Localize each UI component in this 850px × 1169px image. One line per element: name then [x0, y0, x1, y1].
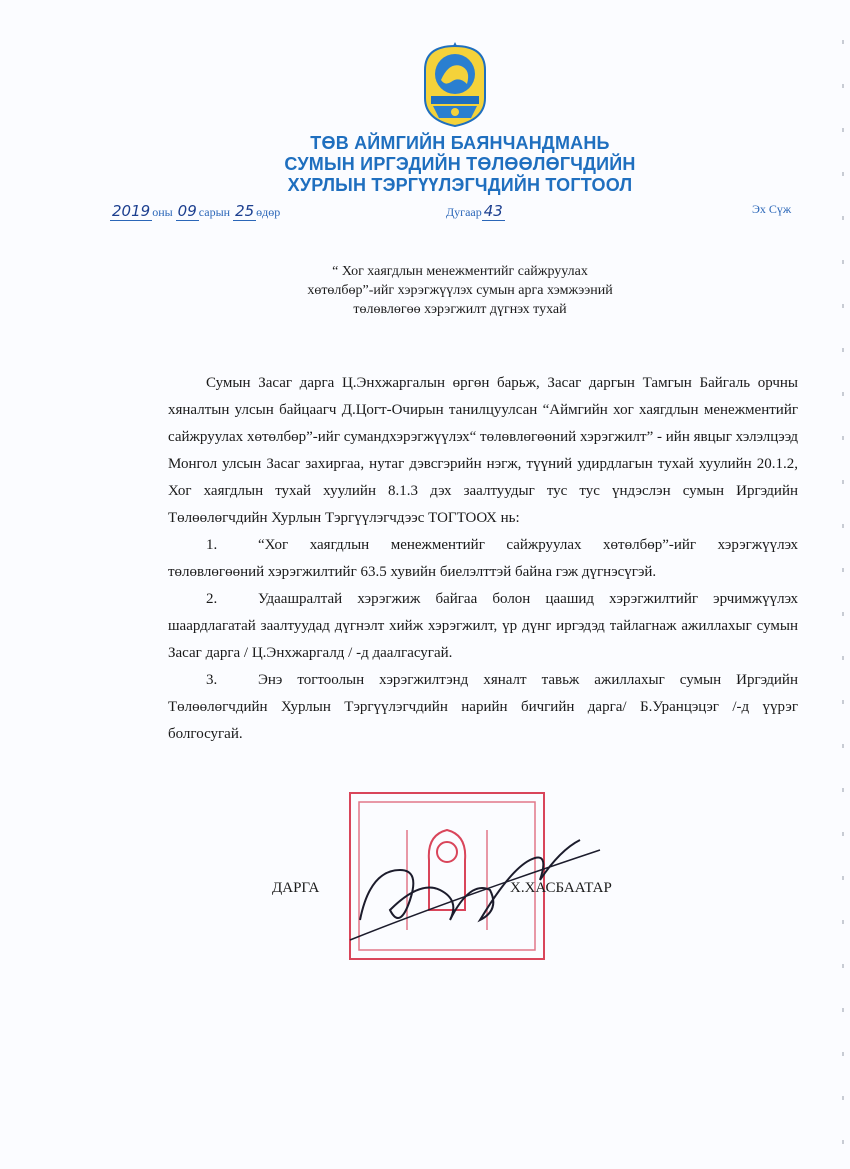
document-subject [270, 262, 650, 319]
subject-line-2: хөтөлбөр”-ийг хэрэгжүүлэх сумын арга хэмжээний [307, 283, 613, 298]
item-number: 2. [206, 591, 218, 607]
subject-line-1: “ Хог хаягдлын менежментийг сайжруулах [332, 264, 588, 279]
item-text: Энэ тогтоолын хэрэгжилтэнд хяналт тавьж ажиллахыг сумын Иргэдийн Төлөөлөгчдийн Хурлын Тэргүүлэгчдийн нарийн бичгийн дарга/ Б.Уранцэцэг /-д үүрэг болгосугай. [168, 672, 798, 742]
year-suffix: оны [152, 205, 173, 219]
day-suffix: өдөр [256, 205, 281, 219]
intro-paragraph: Сумын Засаг дарга Ц.Энхжаргалын өргөн барьж, Засаг даргын Тамгын Байгаль орчны хяналтын улсын байцаагч Д.Цогт-Очирын танилцуулсан “Аймгийн хог хаягдлын менежментийг сайжруулах хөтөлбөр”-ийг сумандхэрэгжүүлэх“ төлөвлөгөөний хэрэгжилт” - ийн явцыг хэлэлцээд Монгол улсын Засаг захиргаа, нутаг дэвсгэрийн нэгж, түүний удирдлагын тухай хуулийн 20.1.2, Хог хаягдлын тухай хуулийн 8.1.3 дэх заалтуудыг тус тус үндэслэн сумын Иргэдийн Төлөөлөгчдийн Хурлын Тэргүүлэгчдээс ТОГТООХ нь: [168, 375, 798, 526]
state-emblem-icon [415, 40, 495, 128]
date-field [110, 202, 280, 220]
item-text: Удаашралтай хэрэгжиж байгаа болон цаашид хэрэгжилтийг эрчимжүүлэх шаардлагатай заалтуудад дүгнэлт хийж хэрэгжилт, үр дүнг иргэдэд тайлагнаж ажиллахыг сумын Засаг дарга / Ц.Энхжаргалд / -д даалгасугай. [168, 591, 798, 661]
signatory-name: Х.ХАСБААТАР [510, 880, 612, 896]
document-body [168, 370, 798, 748]
list-item [168, 586, 798, 667]
subject-line-3: төлөвлөгөө хэрэгжилт дүгнэх тухай [353, 302, 567, 317]
document-heading [260, 133, 660, 196]
day-value: 25 [235, 202, 255, 220]
number-field [446, 202, 505, 220]
item-number: 1. [206, 537, 218, 553]
scan-margin-marks [842, 0, 844, 1169]
place-label: Эх Сүж [752, 202, 792, 216]
list-item [168, 532, 798, 586]
month-value: 09 [177, 202, 197, 220]
signatory-title: ДАРГА [272, 880, 320, 896]
heading-line-3: ХУРЛЫН ТЭРГҮҮЛЭГЧДИЙН ТОГТООЛ [287, 175, 633, 195]
list-item [168, 667, 798, 748]
year-value: 2019 [112, 202, 151, 220]
number-label: Дугаар [446, 205, 482, 219]
heading-line-1: ТӨВ АЙМГИЙН БАЯНЧАНДМАНЬ [310, 133, 610, 153]
item-text: “Хог хаягдлын менежментийг сайжруулах хөтөлбөр”-ийг хэрэгжүүлэх төлөвлөгөөний хэрэгжилтийг 63.5 хувийн биелэлттэй байна гэж дүгнэсүгэй. [168, 537, 798, 580]
month-suffix: сарын [198, 205, 231, 219]
number-value: 43 [483, 202, 503, 220]
item-number: 3. [206, 672, 218, 688]
heading-line-2: СУМЫН ИРГЭДИЙН ТӨЛӨӨЛӨГЧДИЙН [284, 154, 636, 174]
